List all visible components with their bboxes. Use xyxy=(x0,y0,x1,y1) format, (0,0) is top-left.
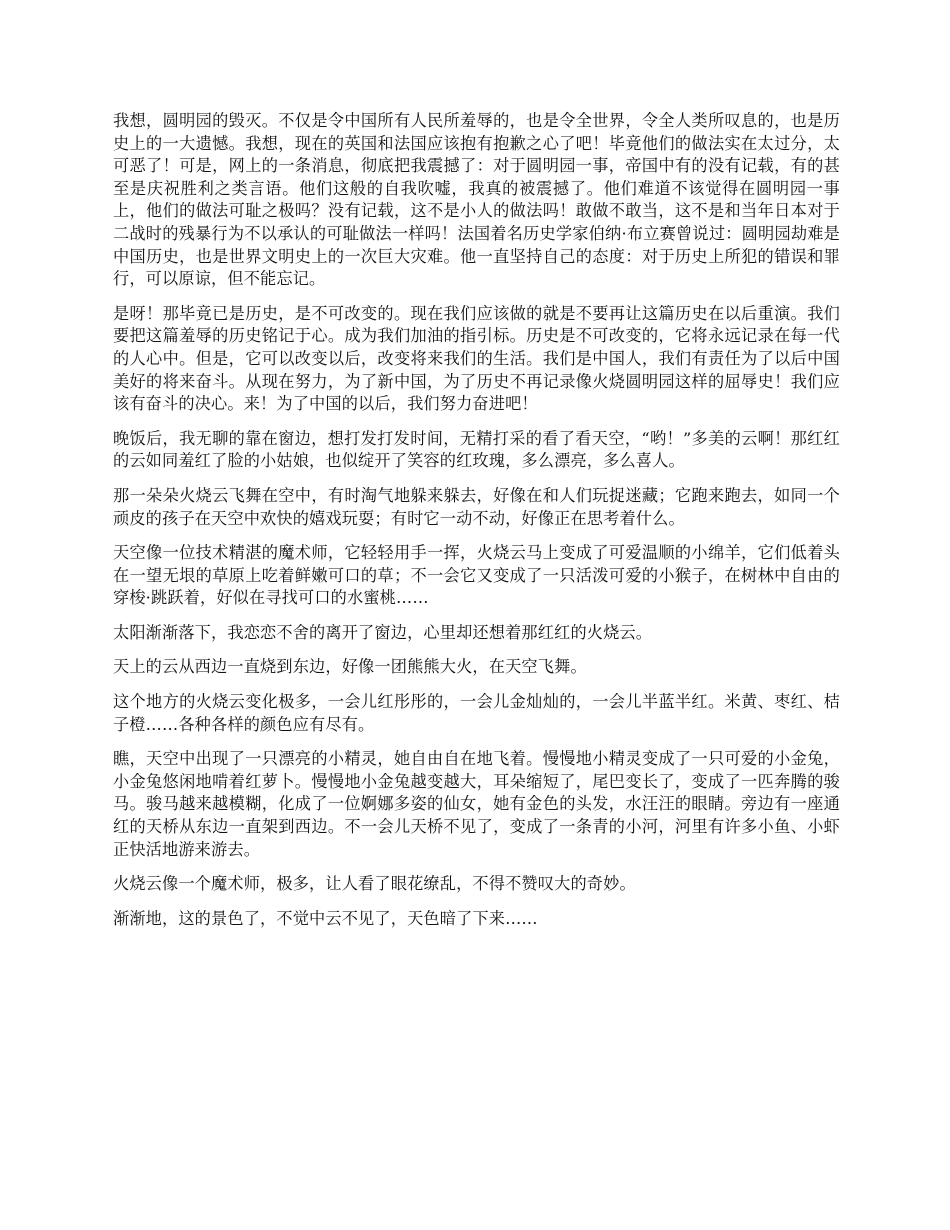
paragraph-7: 天上的云从西边一直烧到东边，好像一团熊熊大火，在天空飞舞。 xyxy=(113,657,587,677)
paragraph-8: 这个地方的火烧云变化极多，一会儿红彤彤的，一会儿金灿灿的，一会儿半蓝半红。米黄、枣红、桔子橙……各种各样的颜色应有尽有。 xyxy=(113,692,840,734)
paragraph-2: 是呀！那毕竟已是历史，是不可改变的。现在我们应该做的就是不要再让这篇历史在以后重演。我们要把这篇羞辱的历史铭记于心。成为我们加油的指引标。历史是不可改变的，它将永远记录在每一代的人心中。但是，它可以改变以后，改变将来我们的生活。我们是中国人，我们有责任为了以后中国美好的将来奋斗。从现在努力，为了新中国，为了历史不再记录像火烧圆明园这样的屈辱史！我们应该有奋斗的决心。来！为了中国的以后，我们努力奋进吧！ xyxy=(113,303,840,414)
paragraph-4: 那一朵朵火烧云飞舞在空中，有时淘气地躲来躲去，好像在和人们玩捉迷藏；它跑来跑去，如同一个顽皮的孩子在天空中欢快的嬉戏玩耍；有时它一动不动，好像正在思考着什么。 xyxy=(113,485,840,528)
paragraph-9: 瞧，天空中出现了一只漂亮的小精灵，她自由自在地飞着。慢慢地小精灵变成了一只可爱的小金兔，小金兔悠闲地啃着红萝卜。慢慢地小金兔越变越大，耳朵缩短了，尾巴变长了，变成了一匹奔腾的骏马。骏马越来越模糊，化成了一位婀娜多姿的仙女，她有金色的头发，水汪汪的眼睛。旁边有一座通红的天桥从东边一直架到西边。不一会儿天桥不见了，变成了一条青的小河，河里有许多小鱼、小虾正快活地游来游去。 xyxy=(113,749,840,859)
paragraph-3: 晚饭后，我无聊的靠在窗边，想打发打发时间，无精打采的看了看天空，“哟！”多美的云啊！那红红的云如同羞红了脸的小姑娘，也似绽开了笑容的红玫瑰，多么漂亮，多么喜人。 xyxy=(113,428,840,471)
paragraph-11: 渐渐地，这的景色了，不觉中云不见了，天色暗了下来…… xyxy=(113,908,538,928)
document-body xyxy=(113,110,840,942)
paragraph-6: 太阳渐渐落下，我恋恋不舍的离开了窗边，心里却还想着那红红的火烧云。 xyxy=(113,622,653,642)
paragraph-1: 我想，圆明园的毁灭。不仅是令中国所有人民所羞辱的，也是令全世界，令全人类所叹息的，也是历史上的一大遗憾。我想，现在的英国和法国应该抱有抱歉之心了吧！毕竟他们的做法实在太过分，太可恶了！可是，网上的一条消息，彻底把我震撼了：对于圆明园一事，帝国中有的没有记载，有的甚至是庆祝胜利之类言语。他们这般的自我吹嘘，我真的被震撼了。他们难道不该觉得在圆明园一事上，他们的做法可耻之极吗？没有记载，这不是小人的做法吗！敢做不敢当，这不是和当年日本对于二战时的残暴行为不以承认的可耻做法一样吗！法国着名历史学家伯纳·布立赛曾说过：圆明园劫难是中国历史，也是世界文明史上的一次巨大灾难。他一直坚持自己的态度：对于历史上所犯的错误和罪行，可以原谅，但不能忘记。 xyxy=(113,111,840,289)
paragraph-10: 火烧云像一个魔术师，极多，让人看了眼花缭乱，不得不赞叹大的奇妙。 xyxy=(113,874,636,894)
paragraph-5: 天空像一位技术精湛的魔术师，它轻轻用手一挥，火烧云马上变成了可爱温顺的小绵羊，它们低着头在一望无垠的草原上吃着鲜嫩可口的草；不一会它又变成了一只活泼可爱的小猴子，在树林中自由的穿梭·跳跃着，好似在寻找可口的水蜜桃…… xyxy=(113,543,840,608)
